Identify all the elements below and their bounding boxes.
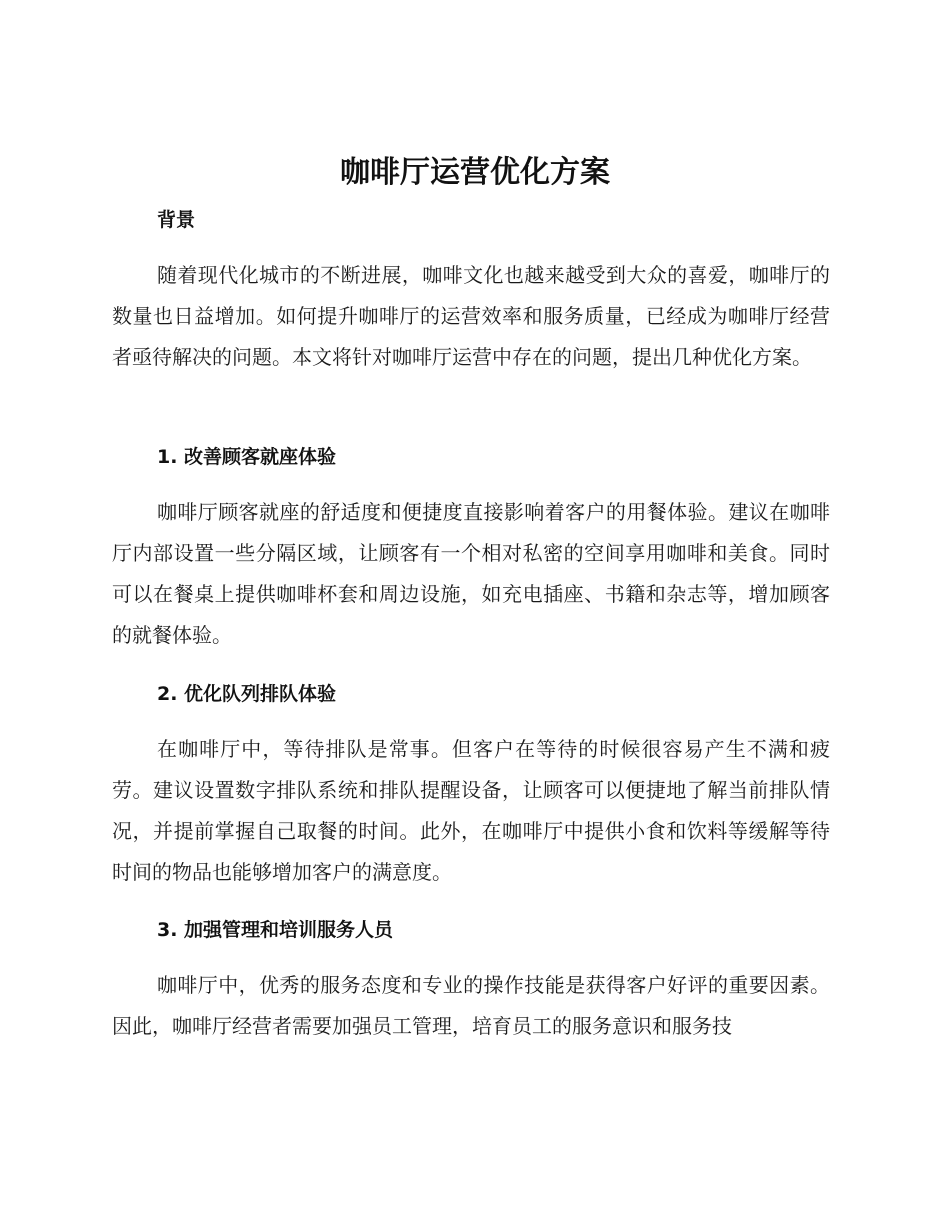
section-heading-background: 背景 — [157, 209, 196, 231]
section-heading-queue: 2. 优化队列排队体验 — [157, 683, 337, 705]
document-title: 咖啡厅运营优化方案 — [340, 155, 610, 190]
section-heading-staff: 3. 加强管理和培训服务人员 — [157, 919, 394, 941]
section-paragraph-background: 随着现代化城市的不断进展，咖啡文化也越来越受到大众的喜爱，咖啡厅的数量也日益增加。如何提升咖啡厅的运营效率和服务质量，已经成为咖啡厅经营者亟待解决的问题。本文将针对咖啡厅运营中存在的问题，提出几种优化方案。 — [112, 263, 830, 369]
section-heading-seating: 1. 改善顾客就座体验 — [157, 446, 337, 468]
section-paragraph-seating: 咖啡厅顾客就座的舒适度和便捷度直接影响着客户的用餐体验。建议在咖啡厅内部设置一些分隔区域，让顾客有一个相对私密的空间享用咖啡和美食。同时可以在餐桌上提供咖啡杯套和周边设施，如充电插座、书籍和杂志等，增加顾客的就餐体验。 — [112, 500, 830, 647]
section-paragraph-queue: 在咖啡厅中，等待排队是常事。但客户在等待的时候很容易产生不满和疲劳。建议设置数字排队系统和排队提醒设备，让顾客可以便捷地了解当前排队情况，并提前掌握自己取餐的时间。此外，在咖啡厅中提供小食和饮料等缓解等待时间的物品也能够增加客户的满意度。 — [112, 737, 830, 884]
section-paragraph-staff: 咖啡厅中，优秀的服务态度和专业的操作技能是获得客户好评的重要因素。因此，咖啡厅经营者需要加强员工管理，培育员工的服务意识和服务技 — [112, 973, 830, 1038]
